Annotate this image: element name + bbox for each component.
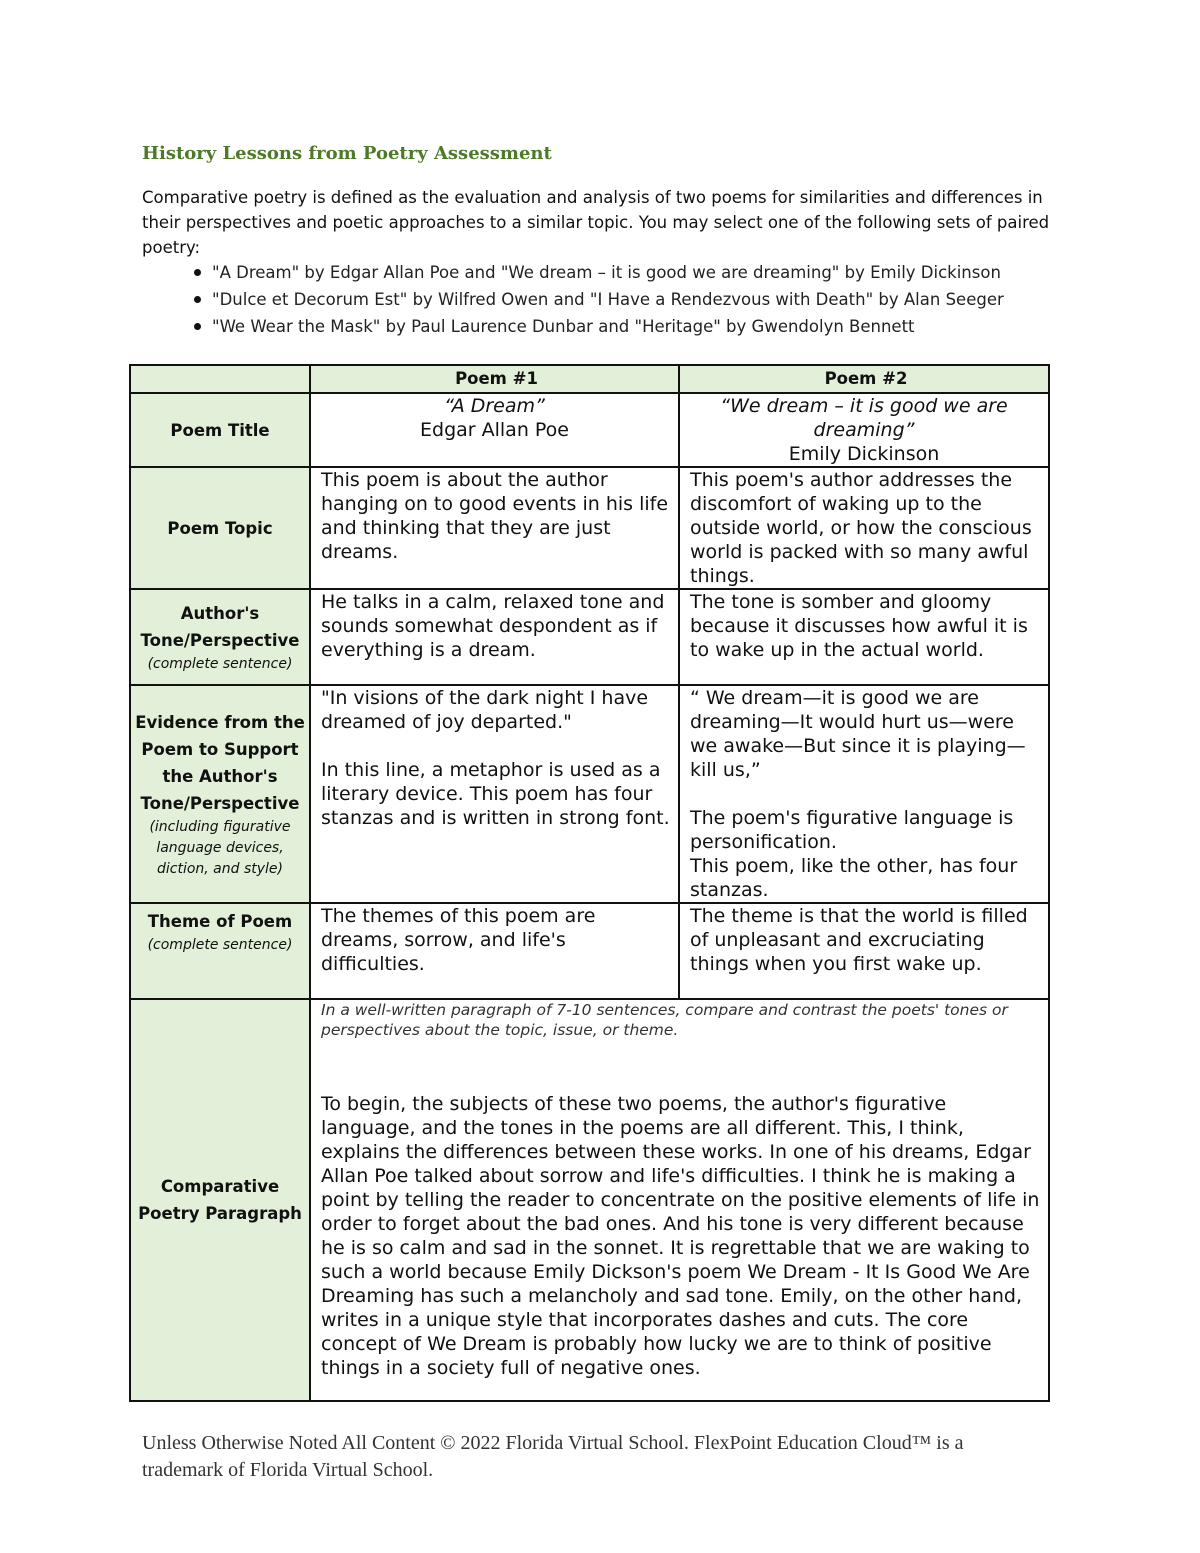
poem2-evidence-quote: “ We dream—it is good we are dreaming—It would hurt us—were we awake—But since it is playing—kill us,” [690,687,1026,781]
poem2-evidence-analysis-2: This poem, like the other, has four stanzas. [690,855,1018,901]
poem2-evidence-analysis-1: The poem's figurative language is personification. [690,807,1014,853]
comparative-paragraph-cell [310,999,1049,1401]
paragraph-instruction: In a well-written paragraph of 7-10 sentences, compare and contrast the poets' tones or perspectives about the topic, issue, or theme. [321,1001,1008,1039]
page-title: History Lessons from Poetry Assessment [142,143,552,164]
poem2-tone: The tone is somber and gloomy because it discusses how awful it is to wake up in the actual world. [679,589,1049,685]
bullet-icon [194,269,201,276]
poem1-header: Poem #1 [310,365,679,393]
list-item [142,259,1072,286]
poem1-author: Edgar Allan Poe [420,419,569,441]
poem-topic-label: Poem Topic [130,467,310,589]
intro-paragraph: Comparative poetry is defined as the evaluation and analysis of two poems for similarities and differences in their perspectives and poetic approaches to a similar topic. You may select one of the following sets of paired poetry: [142,188,1050,257]
comparative-paragraph: To begin, the subjects of these two poems, the author's figurative language, and the tones in the poems are all different. This, I think, explains the differences between these works. In one of his dreams, Edgar Allan Poe talked about sorrow and life's difficulties. I think he is making a point by telling the reader to concentrate on the positive elements of life in order to forget about the bad ones. And his tone is very different because he is so calm and sad in the sonnet. It is regrettable that we are waking to such a world because Emily Dickson's poem We Dream - It Is Good We Are Dreaming has such a melancholy and sad tone. Emily, on the other hand, writes in a unique style that incorporates dashes and cuts. The core concept of We Dream is probably how lucky we are to think of positive things in a society full of negative ones. [321,1093,1040,1379]
tone-label: Author's Tone/Perspective [140,603,300,650]
bullet-icon [194,296,201,303]
paragraph-label: Comparative Poetry Paragraph [130,999,310,1401]
evidence-label: Evidence from the Poem to Support the Author's Tone/Perspective [135,712,305,813]
table-row [130,467,1049,589]
copyright-footer: Unless Otherwise Noted All Content © 2022 Florida Virtual School. FlexPoint Education Cloud™ is a trademark of Florida Virtual School. [142,1432,964,1481]
table-row [130,999,1049,1401]
list-item [142,286,1072,313]
poem-pair-text: "We Wear the Mask" by Paul Laurence Dunbar and "Heritage" by Gwendolyn Bennett [212,317,915,336]
poem2-title-cell [679,393,1049,467]
list-item [142,313,1072,340]
poem2-theme: The theme is that the world is filled of unpleasant and excruciating things when you first wake up. [679,903,1049,999]
poem2-title: “We dream – it is good we are dreaming” [720,395,1008,441]
poem-pair-list [142,259,1072,340]
poem1-evidence [310,685,679,903]
theme-label-cell [130,903,310,999]
theme-note: (complete sentence) [147,937,293,953]
poem2-header: Poem #2 [679,365,1049,393]
table-row [130,393,1049,467]
corner-header-cell [130,365,310,393]
poem-pair-text: "A Dream" by Edgar Allan Poe and "We dream – it is good we are dreaming" by Emily Dickinson [212,263,1001,282]
poem-title-label: Poem Title [130,393,310,467]
table-row [130,589,1049,685]
table-header-row [130,365,1049,393]
poem1-title-cell [310,393,679,467]
poem1-title: “A Dream” [444,395,545,417]
bullet-icon [194,323,201,330]
evidence-label-cell [130,685,310,903]
tone-note: (complete sentence) [147,655,293,672]
table-row [130,685,1049,903]
poem2-evidence [679,685,1049,903]
theme-label: Theme of Poem [147,912,293,931]
poem-pair-text: "Dulce et Decorum Est" by Wilfred Owen and "I Have a Rendezvous with Death" by Alan Seeger [212,290,1004,309]
comparison-table [129,364,1050,1402]
evidence-note: (including figurative language devices, diction, and style) [149,818,291,877]
poem2-author: Emily Dickinson [788,443,940,465]
poem1-evidence-analysis: In this line, a metaphor is used as a literary device. This poem has four stanzas and is written in strong font. [321,759,670,829]
table-row [130,903,1049,999]
poem1-topic: This poem is about the author hanging on to good events in his life and thinking that they are just dreams. [310,467,679,589]
poem1-theme: The themes of this poem are dreams, sorrow, and life's difficulties. [310,903,679,999]
poem2-topic: This poem's author addresses the discomfort of waking up to the outside world, or how the conscious world is packed with so many awful things. [679,467,1049,589]
poem1-evidence-quote: "In visions of the dark night I have dreamed of joy departed." [321,687,649,733]
tone-label-cell [130,589,310,685]
poem1-tone: He talks in a calm, relaxed tone and sounds somewhat despondent as if everything is a dream. [310,589,679,685]
